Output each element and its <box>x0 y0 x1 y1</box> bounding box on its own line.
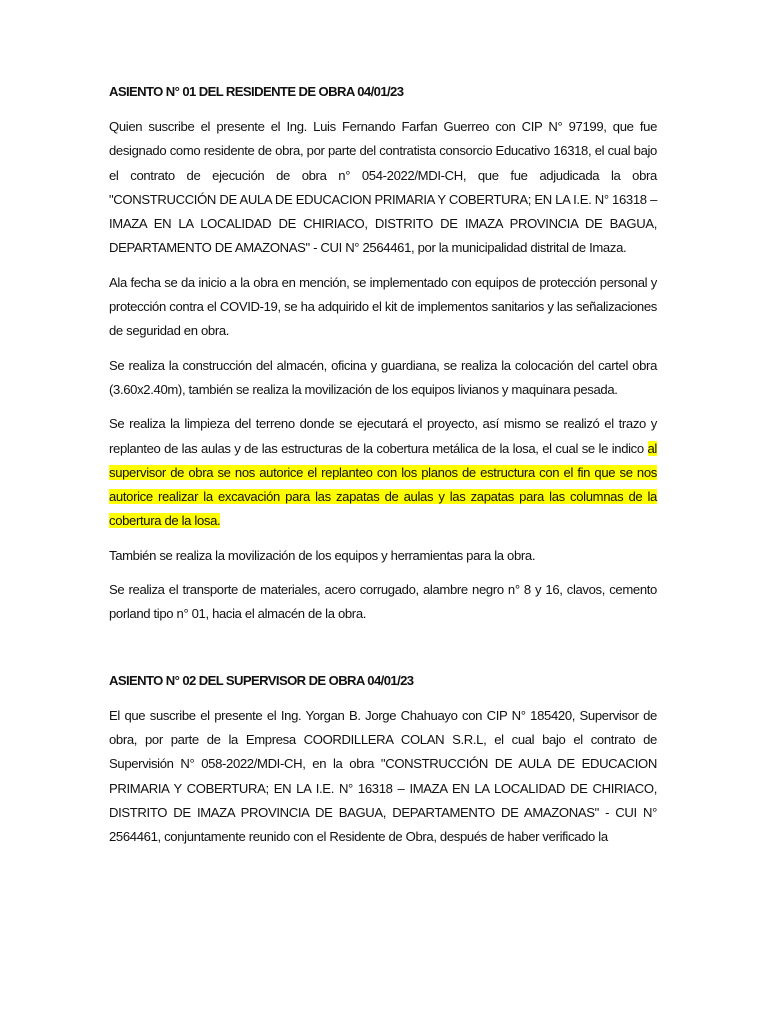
asiento-01-paragraph-2: Ala fecha se da inicio a la obra en mención, se implementado con equipos de protección personal y protección contra el COVID-19, se ha adquirido el kit de implementos sanitarios y las señalizaciones de seguridad en obra. <box>109 274 657 339</box>
asiento-01-paragraph-1: Quien suscribe el presente el Ing. Luis Fernando Farfan Guerreo con CIP N° 97199, que fue designado como residente de obra, por parte del contratista consorcio Educativo 16318, el cual bajo el contrato de ejecución de obra n° 054-2022/MDI-CH, que fue adjudicada la obra "CONSTRUCCIÓN DE AULA DE EDUCACION PRIMARIA Y COBERTURA; EN LA I.E. N° 16318 – IMAZA EN LA LOCALIDAD DE CHIRIACO, DISTRITO DE IMAZA PROVINCIA DE BAGUA, DEPARTAMENTO DE AMAZONAS" - CUI N° 2564461, por la municipalidad distrital de Imaza. <box>109 119 657 256</box>
highlighted-text: al supervisor de obra se nos autorice el replanteo con los planos de estructura con el fin que se nos autorice realizar la excavación para las zapatas de aulas y las zapatas para las columnas de la cobertura de la losa. <box>109 440 657 529</box>
asiento-01-paragraph-5: También se realiza la movilización de los equipos y herramientas para la obra. <box>109 547 536 563</box>
asiento-01-paragraph-3: Se realiza la construcción del almacén, oficina y guardiana, se realiza la colocación del cartel obra (3.60x2.40m), también se realiza la movilización de los equipos livianos y maquinara pesada. <box>109 357 657 397</box>
asiento-01-paragraph-6: Se realiza el transporte de materiales, acero corrugado, alambre negro n° 8 y 16, clavos, cemento porland tipo n° 01, hacia el almacén de la obra. <box>109 582 657 622</box>
asiento-02-paragraph-1: El que suscribe el presente el Ing. Yorgan B. Jorge Chahuayo con CIP N° 185420, Supervisor de obra, por parte de la Empresa COORDILLERA COLAN S.R.L, el cual bajo el contrato de Supervisión N° 058-2022/MDI-CH, en la obra "CONSTRUCCIÓN DE AULA DE EDUCACION PRIMARIA Y COBERTURA; EN LA I.E. N° 16318 – IMAZA EN LA LOCALIDAD DE CHIRIACO, DISTRITO DE IMAZA PROVINCIA DE BAGUA, DEPARTAMENTO DE AMAZONAS" - CUI N° 2564461, conjuntamente reunido con el Residente de Obra, después de haber verificado la <box>109 707 657 845</box>
section-spacer <box>109 637 657 669</box>
document-page <box>109 80 657 859</box>
paragraph-4-text: Se realiza la limpieza del terreno donde se ejecutará el proyecto, así mismo se realizó el trazo y replanteo de las aulas y de las estructuras de la cobertura metálica de la losa, el cual se le indico <box>109 416 657 456</box>
asiento-02-title: ASIENTO N° 02 DEL SUPERVISOR DE OBRA 04/01/23 <box>109 672 414 688</box>
asiento-01-paragraph-4 <box>109 412 657 533</box>
asiento-01-title: ASIENTO N° 01 DEL RESIDENTE DE OBRA 04/01/23 <box>109 84 404 99</box>
